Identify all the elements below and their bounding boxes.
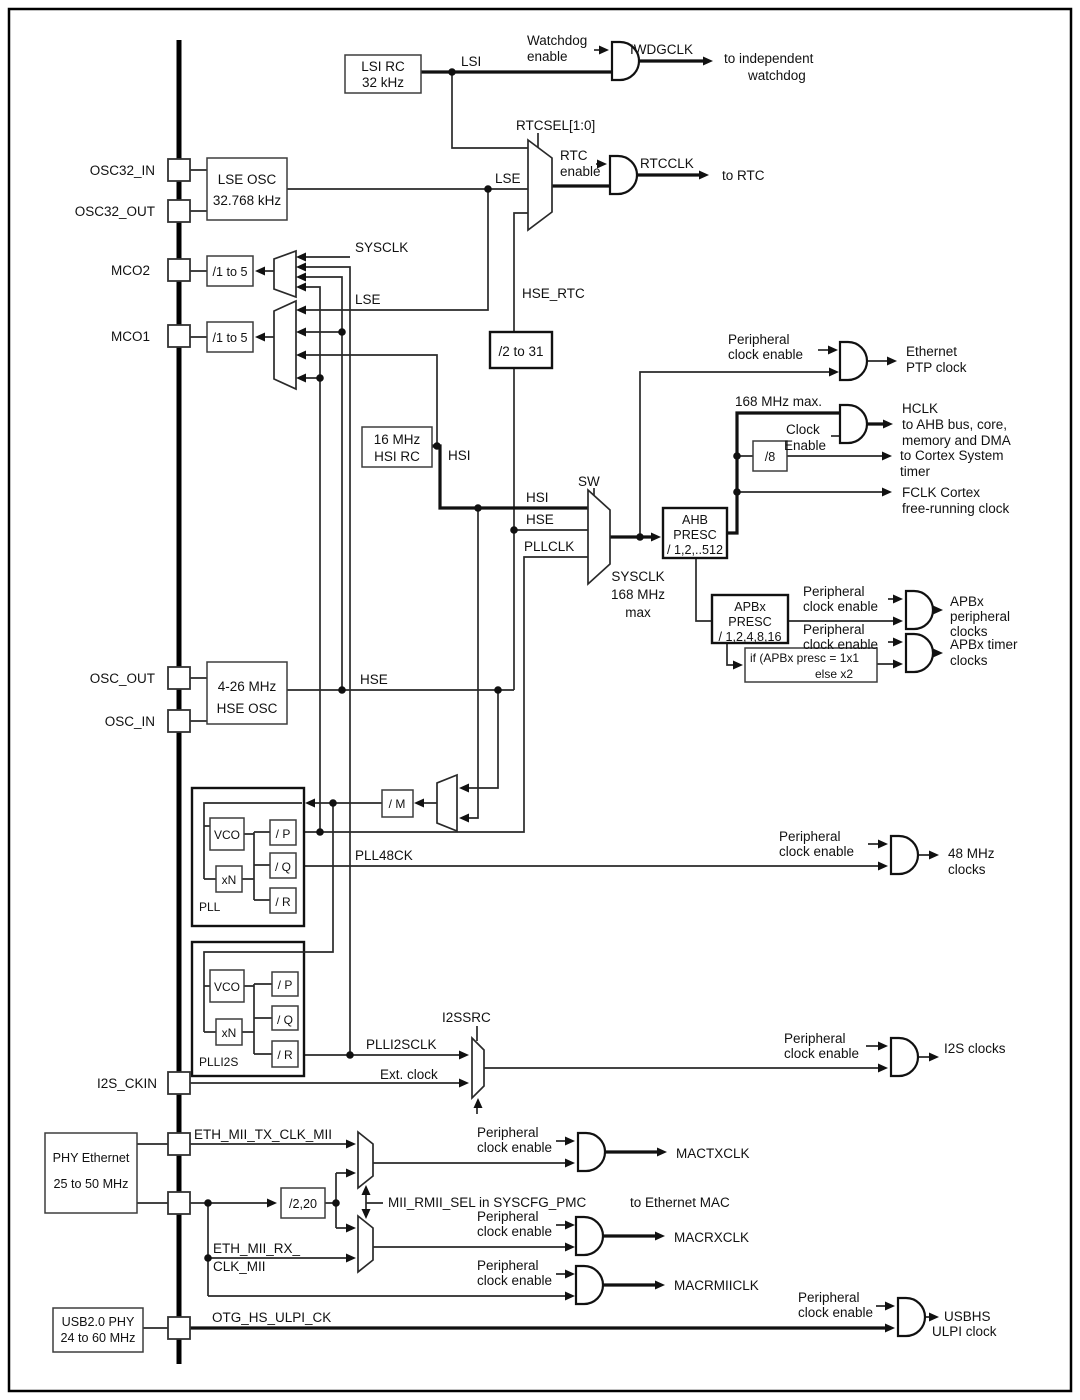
signal-otg-hs-ulpi: OTG_HS_ULPI_CK xyxy=(212,1310,332,1325)
ptp-enable-line1: Peripheral xyxy=(728,332,790,347)
and-gate-rtc xyxy=(610,156,637,194)
wire xyxy=(463,508,478,818)
output-cortex-line1: to Cortex System xyxy=(900,448,1004,463)
mux-eth-tx xyxy=(358,1132,373,1188)
watchdog-enable-line2: enable xyxy=(527,49,568,64)
output-fclk-line2: free-running clock xyxy=(902,501,1010,516)
output-usbhs-line1: USBHS xyxy=(944,1309,991,1324)
pll-div-p-label: / P xyxy=(275,827,291,841)
pin-label-i2s-ckin: I2S_CKIN xyxy=(96,1076,157,1091)
pin-osc-in xyxy=(168,710,190,732)
output-cortex-line2: timer xyxy=(900,464,930,479)
signal-eth-tx: ETH_MII_TX_CLK_MII xyxy=(194,1127,333,1142)
sysclk-max-line2: 168 MHz xyxy=(610,587,666,602)
output-fclk-line1: FCLK Cortex xyxy=(902,485,981,500)
box-hse-line1: 4-26 MHz xyxy=(217,679,277,694)
wire xyxy=(514,213,588,690)
pll-vco-label: VCO xyxy=(213,828,241,842)
box-apbx-line3: / 1,2,4,8,16 xyxy=(718,630,782,644)
signal-ext-clock: Ext. clock xyxy=(380,1067,438,1082)
and-gate-apbx-peripheral xyxy=(906,591,933,629)
ptp-enable-line2: clock enable xyxy=(728,347,804,362)
rtc-enable-line2: enable xyxy=(560,164,601,179)
signal-sw-pllclk: PLLCLK xyxy=(524,539,575,554)
clock-enable-line1: Clock xyxy=(786,422,820,437)
mux-pll-source xyxy=(437,775,457,831)
pin-osc32-in xyxy=(168,159,190,181)
box-lse-osc xyxy=(207,158,287,220)
output-usbhs-line2: ULPI clock xyxy=(932,1324,997,1339)
box-phy-line1: PHY Ethernet xyxy=(52,1151,130,1165)
and-gate-i2s xyxy=(891,1038,918,1076)
output-macrmiiclk: MACRMIICLK xyxy=(674,1278,759,1293)
and-gate-macrmii xyxy=(576,1266,603,1304)
rtc-enable-line1: RTC xyxy=(560,148,588,163)
macrx-enable-line1: Peripheral xyxy=(477,1209,539,1224)
pin-mco1 xyxy=(168,325,190,347)
sysclk-max-line1: SYSCLK xyxy=(611,569,665,584)
box-if-line1: if (APBx presc = 1x1 xyxy=(750,651,860,665)
box-ahb-line1: AHB xyxy=(682,513,708,527)
and-gate-hclk xyxy=(840,405,867,443)
output-i2s-clocks: I2S clocks xyxy=(944,1041,1006,1056)
output-to-ethernet-mac: to Ethernet MAC xyxy=(630,1195,730,1210)
usbhs-enable-line2: clock enable xyxy=(798,1305,874,1320)
box-div-m-label: / M xyxy=(388,797,406,811)
pin-mco2 xyxy=(168,259,190,281)
pin-label-osc-out: OSC_OUT xyxy=(89,671,155,686)
pll-label: PLL xyxy=(199,900,221,914)
signal-lse-mco: LSE xyxy=(355,292,381,307)
pin-otg-ulpi-ck xyxy=(168,1317,190,1339)
wire xyxy=(933,610,936,653)
box-mco1-div-label: /1 to 5 xyxy=(212,331,248,345)
box-if-line2: else x2 xyxy=(815,667,854,681)
signal-sw-hsi: HSI xyxy=(526,490,549,505)
wire xyxy=(452,72,528,148)
pin-label-osc32-out: OSC32_OUT xyxy=(74,204,155,219)
box-usb-line1: USB2.0 PHY xyxy=(61,1315,135,1329)
box-hsi-line1: 16 MHz xyxy=(373,432,421,447)
i2s-enable-line1: Peripheral xyxy=(784,1031,846,1046)
and-gate-eth-ptp xyxy=(840,342,867,380)
apbx-periph-enable-line2: clock enable xyxy=(803,599,879,614)
box-lsi-line2: 32 kHz xyxy=(361,75,405,90)
and-gate-48mhz xyxy=(891,836,918,874)
box-rtc-prescaler-label: /2 to 31 xyxy=(498,344,544,359)
output-48mhz-line1: 48 MHz xyxy=(948,846,995,861)
plli2s-xn-label: xN xyxy=(221,1026,237,1040)
pin-i2s-ckin xyxy=(168,1072,190,1094)
watchdog-enable-line1: Watchdog xyxy=(527,33,588,48)
output-hclk-line2: to AHB bus, core, xyxy=(902,417,1008,432)
and-gate-macrx xyxy=(576,1217,603,1255)
output-48mhz-line2: clocks xyxy=(948,862,986,877)
apbx-timer-enable-line2: clock enable xyxy=(803,637,879,652)
signal-pll48ck: PLL48CK xyxy=(355,848,413,863)
box-eth-div-label: /2,20 xyxy=(288,1197,318,1211)
output-macrxclk: MACRXCLK xyxy=(674,1230,750,1245)
mux-rtcsel xyxy=(528,140,552,230)
box-ahb-line2: PRESC xyxy=(673,528,717,542)
box-div8-label: /8 xyxy=(764,450,776,464)
pin-osc-out xyxy=(168,667,190,689)
signal-sysclk-mco: SYSCLK xyxy=(355,240,409,255)
box-lse-line1: LSE OSC xyxy=(217,172,277,187)
pin-eth-tx-clk xyxy=(168,1133,190,1155)
pin-label-osc32-in: OSC32_IN xyxy=(89,163,155,178)
output-apbx-periph-line3: clocks xyxy=(950,624,988,639)
signal-rtcclk: RTCCLK xyxy=(640,156,694,171)
mux-i2ssrc xyxy=(472,1038,484,1098)
signal-sw: SW xyxy=(578,474,600,489)
box-lse-line2: 32.768 kHz xyxy=(212,193,282,208)
output-apbx-periph-line2: peripheral xyxy=(950,609,1011,624)
signal-i2ssrc: I2SSRC xyxy=(442,1010,491,1025)
wire xyxy=(484,1046,932,1068)
signal-hse: HSE xyxy=(360,672,388,687)
box-mco2-div-label: /1 to 5 xyxy=(212,265,248,279)
pin-label-osc-in: OSC_IN xyxy=(104,714,155,729)
signal-hsi-out: HSI xyxy=(448,448,471,463)
clock-enable-line2: Enable xyxy=(784,438,827,453)
macrmii-enable-line1: Peripheral xyxy=(477,1258,539,1273)
pin-label-mco1: MCO1 xyxy=(110,329,150,344)
plli2s-div-p-label: / P xyxy=(277,978,293,992)
macrx-enable-line2: clock enable xyxy=(477,1224,553,1239)
output-apbx-timer-line2: clocks xyxy=(950,653,988,668)
mux-eth-rx xyxy=(358,1216,373,1272)
macrmii-enable-line2: clock enable xyxy=(477,1273,553,1288)
wire xyxy=(603,1152,660,1285)
box-apbx-line2: PRESC xyxy=(728,615,772,629)
output-to-rtc: to RTC xyxy=(722,168,765,183)
i2s-enable-line2: clock enable xyxy=(784,1046,860,1061)
pin-eth-rx-clk xyxy=(168,1192,190,1214)
wire xyxy=(302,257,350,1055)
pin-osc32-out xyxy=(168,200,190,222)
m48-enable-line2: clock enable xyxy=(779,844,855,859)
mactx-enable-line2: clock enable xyxy=(477,1140,553,1155)
signal-lsi: LSI xyxy=(461,54,482,69)
box-apbx-line1: APBx xyxy=(734,600,766,614)
signal-eth-rx-line1: ETH_MII_RX_ xyxy=(213,1241,301,1256)
signal-rtcsel: RTCSEL[1:0] xyxy=(516,118,596,133)
box-usb-line2: 24 to 60 MHz xyxy=(60,1331,136,1345)
output-ptp-line1: Ethernet xyxy=(906,344,958,359)
mactx-enable-line1: Peripheral xyxy=(477,1125,539,1140)
plli2s-div-q-label: / Q xyxy=(276,1013,294,1027)
signal-lse-top: LSE xyxy=(495,171,521,186)
pll-xn-label: xN xyxy=(221,873,237,887)
output-apbx-periph-line1: APBx xyxy=(950,594,984,609)
pin-label-mco2: MCO2 xyxy=(110,263,150,278)
label-168mhz-max: 168 MHz max. xyxy=(735,394,823,409)
pll-div-r-label: / R xyxy=(275,895,291,909)
signal-mii-rmii-sel: MII_RMII_SEL in SYSCFG_PMC xyxy=(388,1195,587,1210)
plli2s-vco-label: VCO xyxy=(213,980,241,994)
mux-mco1 xyxy=(274,301,296,389)
box-phy-line2: 25 to 50 MHz xyxy=(53,1177,129,1191)
wire xyxy=(727,413,840,533)
wire xyxy=(261,271,274,337)
output-iwdg-line1: to independent xyxy=(724,51,814,66)
and-gate-mactx xyxy=(578,1133,605,1171)
and-gate-apbx-timer xyxy=(906,634,933,672)
signal-sw-hse: HSE xyxy=(526,512,554,527)
sysclk-max-line3: max xyxy=(625,605,651,620)
m48-enable-line1: Peripheral xyxy=(779,829,841,844)
box-hse-line2: HSE OSC xyxy=(216,701,278,716)
apbx-periph-enable-line1: Peripheral xyxy=(803,584,865,599)
output-ptp-line2: PTP clock xyxy=(906,360,967,375)
output-mactxclk: MACTXCLK xyxy=(676,1146,750,1161)
box-ahb-line3: / 1,2,..512 xyxy=(666,543,724,557)
mux-mco2 xyxy=(274,251,296,297)
output-iwdg-line2: watchdog xyxy=(748,68,806,83)
plli2s-label: PLLI2S xyxy=(199,1055,239,1069)
signal-hse-rtc: HSE_RTC xyxy=(522,286,585,301)
output-hclk-line1: HCLK xyxy=(902,401,939,416)
pll-div-q-label: / Q xyxy=(274,860,292,874)
mux-sw-system-clock xyxy=(588,490,610,584)
plli2s-div-r-label: / R xyxy=(277,1048,293,1062)
and-gate-usbhs xyxy=(898,1298,925,1336)
box-hsi-line2: HSI RC xyxy=(374,449,420,464)
output-hclk-line3: memory and DMA xyxy=(902,433,1011,448)
signal-plli2sclk: PLLI2SCLK xyxy=(366,1037,437,1052)
apbx-timer-enable-line1: Peripheral xyxy=(803,622,865,637)
signal-eth-rx-line2: CLK_MII xyxy=(213,1259,266,1274)
output-apbx-timer-line1: APBx timer xyxy=(950,637,1018,652)
box-phy-ethernet xyxy=(45,1133,137,1213)
signal-iwdgclk: IWDGCLK xyxy=(630,42,694,57)
usbhs-enable-line1: Peripheral xyxy=(798,1290,860,1305)
box-lsi-line1: LSI RC xyxy=(361,59,405,74)
